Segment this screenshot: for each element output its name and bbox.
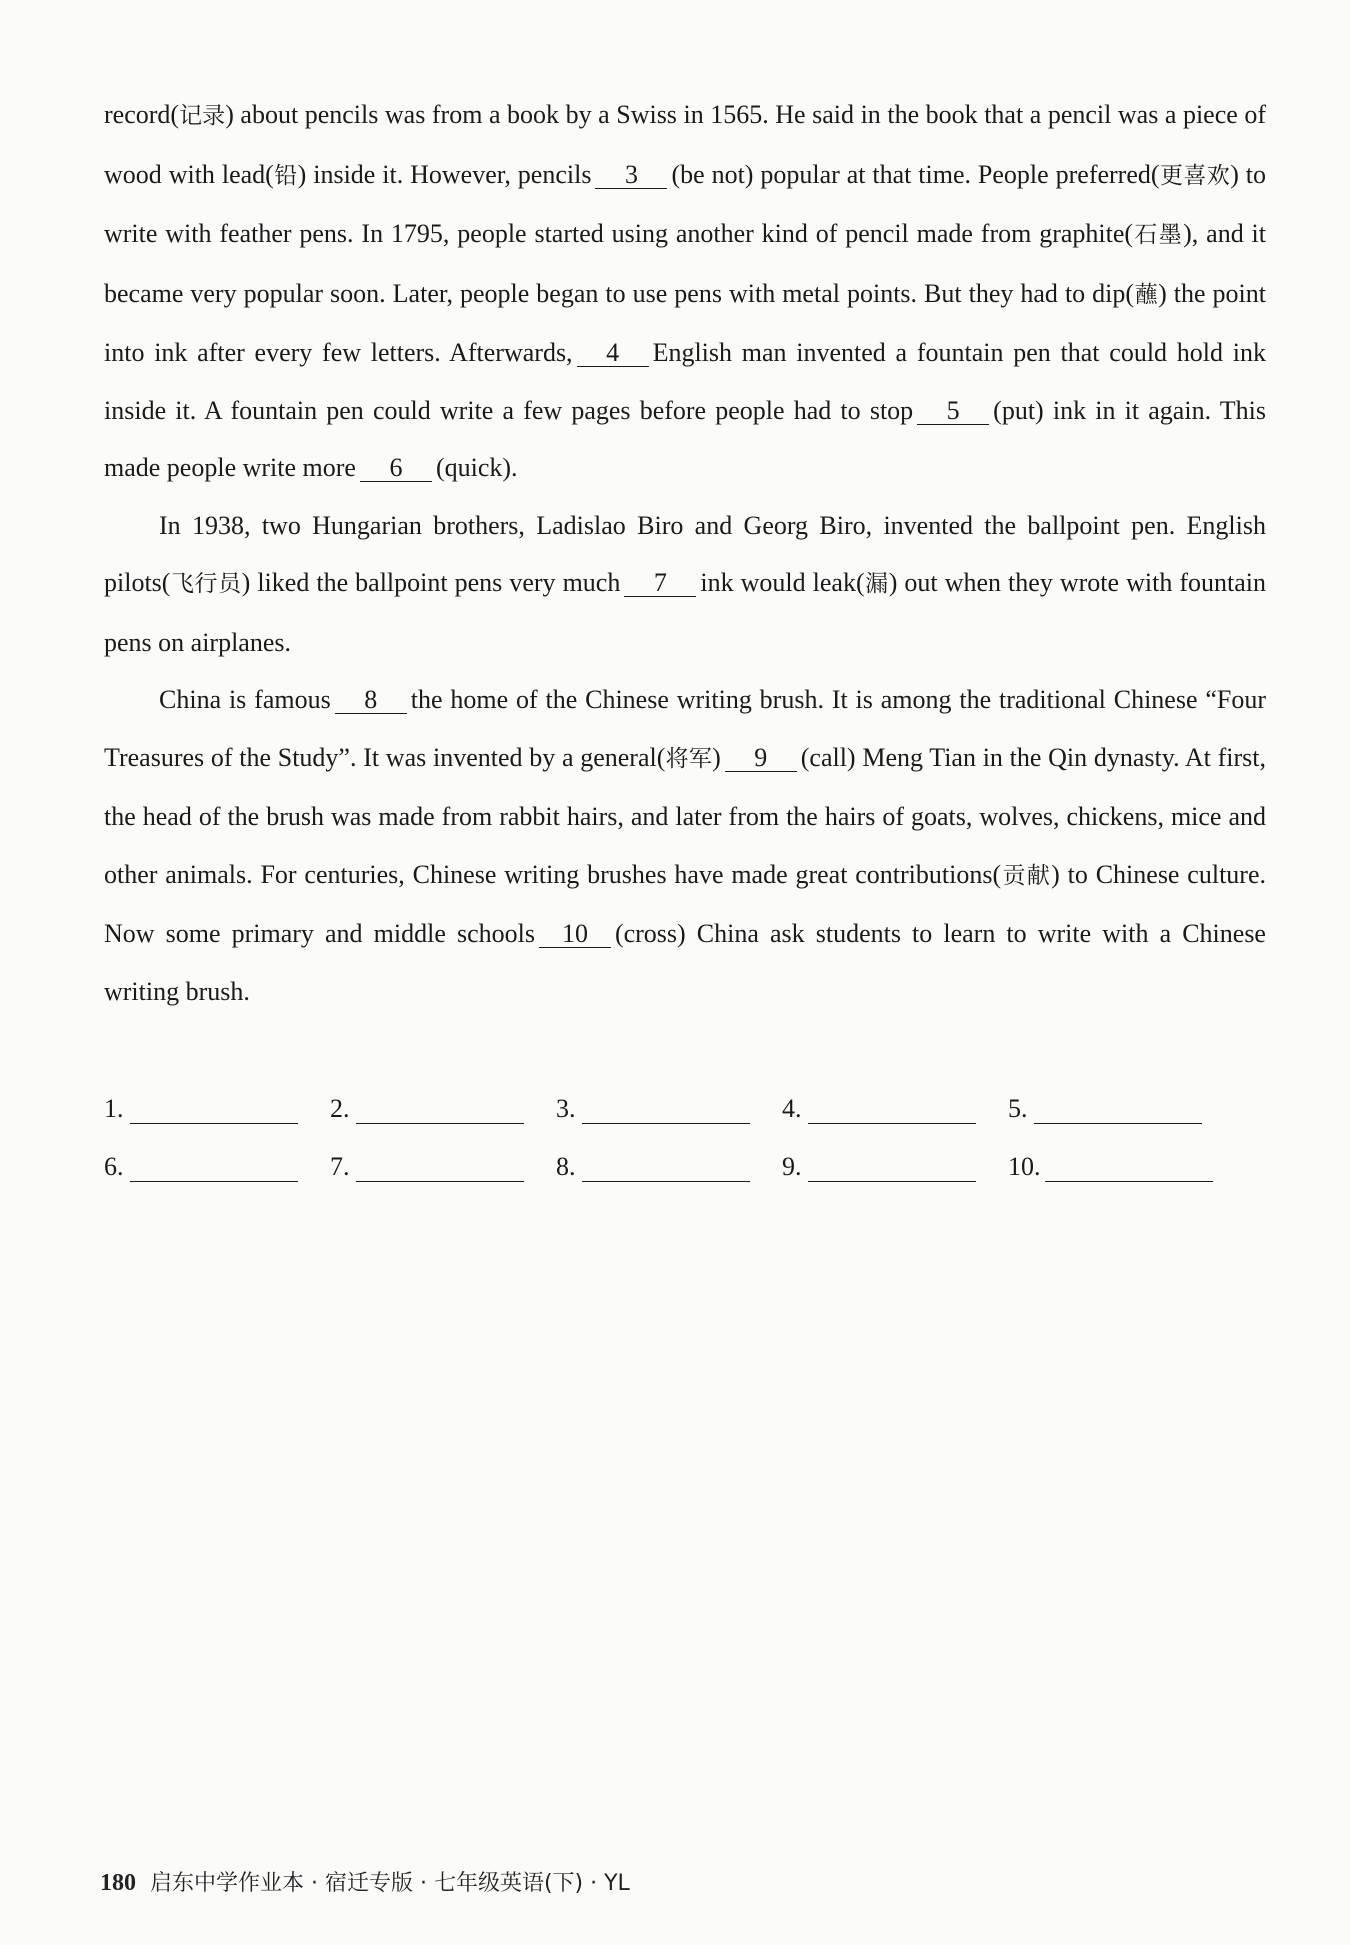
answer-number: 8. bbox=[556, 1152, 576, 1181]
answer-number: 2. bbox=[330, 1094, 350, 1123]
answer-item bbox=[104, 1152, 330, 1182]
answer-item bbox=[1008, 1152, 1234, 1182]
answer-number: 1. bbox=[104, 1094, 124, 1123]
blank-8: 8 bbox=[335, 687, 407, 714]
answer-number: 7. bbox=[330, 1152, 350, 1181]
answer-blank[interactable] bbox=[582, 1155, 750, 1182]
answer-blank[interactable] bbox=[1045, 1155, 1213, 1182]
answer-item bbox=[782, 1152, 1008, 1182]
answer-blank[interactable] bbox=[582, 1097, 750, 1124]
blank-10: 10 bbox=[539, 921, 611, 948]
blank-9: 9 bbox=[725, 745, 797, 772]
blank-4: 4 bbox=[577, 340, 649, 367]
blank-7: 7 bbox=[624, 570, 696, 597]
answer-number: 5. bbox=[1008, 1094, 1028, 1123]
answer-item bbox=[782, 1094, 1008, 1124]
answer-blank[interactable] bbox=[130, 1097, 298, 1124]
answer-number: 9. bbox=[782, 1152, 802, 1181]
blank-6: 6 bbox=[360, 455, 432, 482]
reading-passage bbox=[104, 86, 1266, 1020]
answer-item bbox=[1008, 1094, 1234, 1124]
answer-number: 3. bbox=[556, 1094, 576, 1123]
answer-blank[interactable] bbox=[356, 1155, 524, 1182]
answer-item bbox=[104, 1094, 330, 1124]
page-number: 180 bbox=[100, 1870, 136, 1896]
page-footer bbox=[100, 1866, 630, 1897]
paragraph-1: record(记录) about pencils was from a book by a Swiss in 1565. He said in the book that a pencil was a piece of wood with lead(铅) inside it. However, pencils 3 (be not) popular at that time. People preferred(更喜欢) to write with feather pens. In 1795, people started using another kind of pencil made from graphite(石墨), and it became very popular soon. Later, people began to use pens with metal points. But they had to dip(蘸) the point into ink after every few letters. Afterwards, 4 English man invented a fountain pen that could hold ink inside it. A fountain pen could write a few pages before people had to stop 5 (put) ink in it again. This made people write more 6 (quick). bbox=[104, 100, 1267, 482]
answer-blank[interactable] bbox=[808, 1155, 976, 1182]
answer-blank[interactable] bbox=[808, 1097, 976, 1124]
blank-5: 5 bbox=[917, 398, 989, 425]
answer-item bbox=[330, 1152, 556, 1182]
answer-number: 6. bbox=[104, 1152, 124, 1181]
book-title: 启东中学作业本 · 宿迁专版 · 七年级英语(下) · YL bbox=[150, 1871, 630, 1896]
answer-row-2 bbox=[104, 1124, 1266, 1182]
answer-item bbox=[556, 1152, 782, 1182]
answer-blank[interactable] bbox=[1034, 1097, 1202, 1124]
answer-blank[interactable] bbox=[130, 1155, 298, 1182]
answer-number: 4. bbox=[782, 1094, 802, 1123]
blank-3: 3 bbox=[595, 162, 667, 189]
paragraph-2: In 1938, two Hungarian brothers, Ladislao Biro and Georg Biro, invented the ballpoint pen. English pilots(飞行员) liked the ballpoint pens very much 7 ink would leak(漏) out when they wrote with fountain pens on airplanes. bbox=[104, 510, 1267, 657]
answer-row-1 bbox=[104, 1066, 1266, 1124]
answer-blank[interactable] bbox=[356, 1097, 524, 1124]
answer-lines bbox=[104, 1066, 1266, 1182]
answer-item bbox=[556, 1094, 782, 1124]
answer-number: 10. bbox=[1008, 1152, 1041, 1181]
paragraph-3: China is famous 8 the home of the Chinese writing brush. It is among the traditional Chinese “Four Treasures of the Study”. It was invented by a general(将军) 9 (call) Meng Tian in the Qin dynasty. At first, the head of the brush was made from rabbit hairs, and later from the hairs of goats, wolves, chickens, mice and other animals. For centuries, Chinese writing brushes have made great contributions(贡献) to Chinese culture. Now some primary and middle schools 10 (cross) China ask students to learn to write with a Chinese writing brush. bbox=[104, 685, 1267, 1006]
answer-item bbox=[330, 1094, 556, 1124]
